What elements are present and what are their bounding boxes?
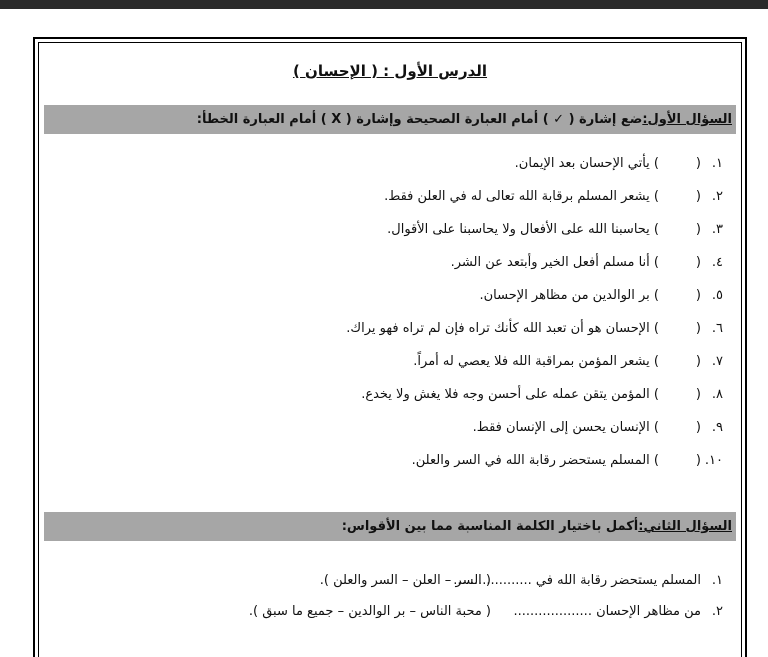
- item-number: ٦.: [711, 321, 723, 336]
- list-item: [346, 384, 723, 417]
- item-text: ) أنا مسلم أفعل الخير وأبتعد عن الشر.: [450, 255, 659, 270]
- answer-box[interactable]: (: [695, 354, 701, 369]
- answer-box[interactable]: (: [695, 288, 701, 303]
- fill-blank-options: ( السر – العلن – السر والعلن ).: [319, 573, 491, 588]
- worksheet-inner-border: [38, 42, 742, 657]
- item-text: ) يحاسبنا الله على الأفعال ولا يحاسبنا على الأقوال.: [387, 222, 659, 237]
- question-2-header: [44, 512, 736, 541]
- question-1-label: السؤال الأول:: [642, 112, 732, 127]
- list-item: [346, 318, 723, 351]
- item-number: ١٠.: [704, 453, 723, 468]
- item-number: ٢.: [711, 604, 723, 619]
- answer-box[interactable]: (: [695, 156, 701, 171]
- list-item: [346, 351, 723, 384]
- list-item: [346, 285, 723, 318]
- list-item: [346, 153, 723, 186]
- item-number: ٧.: [711, 354, 723, 369]
- item-text: ) المسلم يستحضر رقابة الله في السر والعلن.: [411, 453, 659, 468]
- answer-box[interactable]: (: [695, 387, 701, 402]
- question-1-header: [44, 105, 736, 134]
- answer-box[interactable]: (: [695, 321, 701, 336]
- answer-box[interactable]: (: [695, 255, 701, 270]
- item-text: ) الإنسان يحسن إلى الإنسان فقط.: [472, 420, 659, 435]
- item-text: ) المؤمن يتقن عمله على أحسن وجه فلا يغش ولا يخدع.: [361, 387, 659, 402]
- fill-blank-options: ( محبة الناس – بر الوالدين – جميع ما سبق ).: [248, 604, 491, 619]
- answer-box[interactable]: (: [695, 453, 701, 468]
- item-number: ٣.: [711, 222, 723, 237]
- item-number: ٢.: [711, 189, 723, 204]
- list-item: [249, 601, 723, 632]
- item-number: ٥.: [711, 288, 723, 303]
- top-bar: [0, 0, 768, 9]
- question-2-instruction: أكمل باختيار الكلمة المناسبة مما بين الأقواس:: [341, 519, 639, 534]
- item-text: ) يشعر المسلم برقابة الله تعالى له في العلن فقط.: [384, 189, 659, 204]
- list-item: [346, 450, 723, 483]
- list-item: [249, 570, 723, 601]
- item-number: ٨.: [711, 387, 723, 402]
- lesson-title: الدرس الأول : ( الإحسان ): [292, 62, 488, 80]
- question-2-items: [249, 570, 723, 632]
- item-text: ) يشعر المؤمن بمراقبة الله فلا يعصي له أمراً.: [413, 354, 659, 369]
- worksheet-frame: [33, 37, 747, 657]
- item-number: ١.: [711, 573, 723, 588]
- answer-box[interactable]: (: [695, 222, 701, 237]
- item-text: ) الإحسان هو أن تعبد الله كأنك تراه فإن لم تراه فهو يراك.: [346, 321, 659, 336]
- list-item: [346, 186, 723, 219]
- answer-box[interactable]: (: [695, 420, 701, 435]
- answer-box[interactable]: (: [695, 189, 701, 204]
- list-item: [346, 417, 723, 450]
- question-2-label: السؤال الثاني:: [638, 519, 732, 534]
- fill-blank-text[interactable]: المسلم يستحضر رقابة الله في ...................: [453, 573, 701, 588]
- item-number: ١.: [711, 156, 723, 171]
- list-item: [346, 219, 723, 252]
- list-item: [346, 252, 723, 285]
- item-number: ٩.: [711, 420, 723, 435]
- item-text: ) بر الوالدين من مظاهر الإحسان.: [479, 288, 659, 303]
- question-1-items: [346, 153, 723, 483]
- question-1-instruction: ضع إشارة ( ✓ ) أمام العبارة الصحيحة وإشارة ( X ) أمام العبارة الخطأ:: [196, 112, 643, 127]
- item-number: ٤.: [711, 255, 723, 270]
- item-text: ) يأتي الإحسان بعد الإيمان.: [514, 156, 659, 171]
- fill-blank-text[interactable]: من مظاهر الإحسان ...................: [513, 604, 701, 619]
